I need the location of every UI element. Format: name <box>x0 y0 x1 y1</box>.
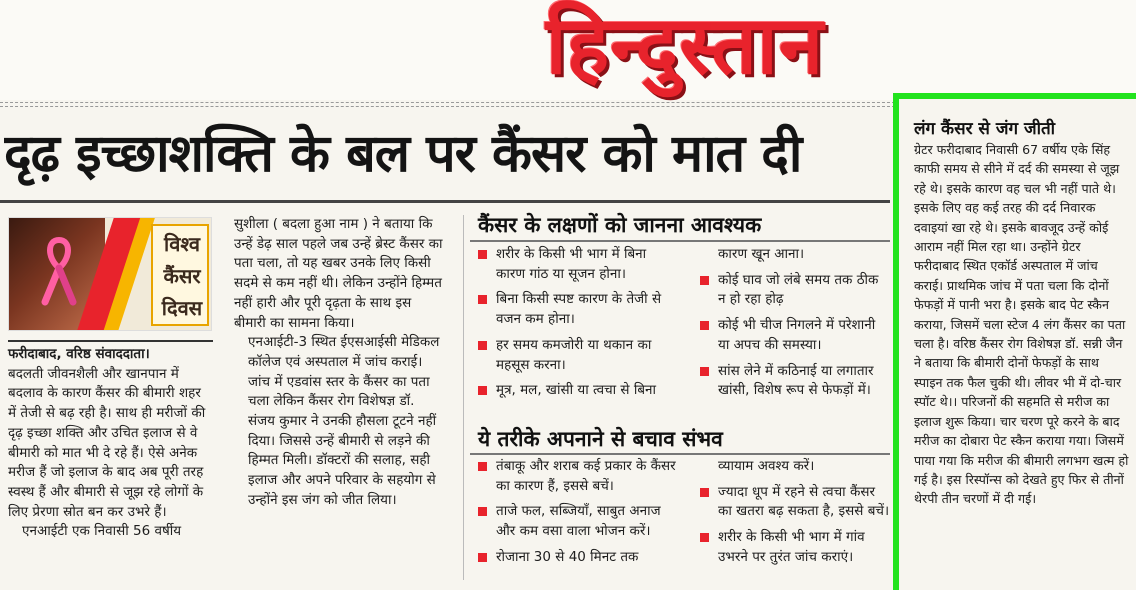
page-headline: दृढ़ इच्छाशक्ति के बल पर कैंसर को मात दी <box>4 124 802 184</box>
masthead <box>0 0 1136 100</box>
bullet-icon <box>478 386 487 395</box>
list-item: बिना किसी स्पष्ट कारण के तेजी से वजन कम होना। <box>478 290 678 329</box>
list-item-continued: कारण खून आना। <box>718 246 805 262</box>
list-item: कोई भी चीज निगलने में परेशानी या अपच की समस्या। <box>700 316 890 355</box>
article-paragraph: एनआईटी-3 स्थित ईएसआईसी मेडिकल कॉलेज एवं अस्पताल में जांच कराई। जांच में एडवांस स्तर के कैंसर का पता चला लेकिन कैंसर रोग विशेषज्ञ डॉ. संजय कुमार ने उनकी हौसला टूटने नहीं दिया। जिससे उन्हें बीमारी से लड़ने की हिम्मत मिली। डॉक्टरों की सलाह, सही इलाज और अपने परिवार के सहयोग से उन्होंने इस जंग को जीत लिया। <box>248 334 440 508</box>
list-item: हर समय कमजोरी या थकान का महसूस करना। <box>478 336 678 375</box>
symptoms-title: कैंसर के लक्षणों को जानना आवश्यक <box>478 213 762 237</box>
bullet-icon <box>700 276 709 285</box>
list-item: मूत्र, मल, खांसी या त्वचा से बिना <box>478 381 678 401</box>
bullet-icon <box>478 295 487 304</box>
bullet-icon <box>700 533 709 542</box>
bullet-icon <box>700 321 709 330</box>
bullet-icon <box>478 462 487 471</box>
headline-rule <box>0 200 890 203</box>
symptoms-list-a <box>478 245 678 407</box>
pink-ribbon-icon <box>39 236 79 306</box>
bullet-icon <box>478 341 487 350</box>
sidebar-title: लंग कैंसर से जंग जीती <box>914 119 1056 139</box>
sidebar-text: ग्रेटर फरीदाबाद निवासी 67 वर्षीय एके सिंह काफी समय से सीने में दर्द की समस्या से जूझ रहे थे। इसके कारण वह चल भी नहीं पाते थे। इसके लिए वह कई तरह की दर्द निवारक दवाइयां खा रहे थे। इसके बावजूद उन्हें कोई आराम नहीं मिल रहा था। उन्होंने ग्रेटर फरीदाबाद स्थित एकॉर्ड अस्पताल में जांच कराई। प्राथमिक जांच में पता चला कि दोनों फेफड़ों में पानी भरा है। इसके बाद पेट स्कैन कराया, जिसमें चला स्टेज 4 लंग कैंसर का पता चला है। वरिष्ठ कैंसर रोग विशेषज्ञ डॉ. सन्नी जैन ने बताया कि बीमारी दोनों फेफड़ों के साथ स्पाइन तक फैल चुकी थी। लीवर भी में दो-चार स्पॉट थे।। परिजनों की सहमति से मरीज का इलाज शुरू किया। चार चरण पूरे करने के बाद मरीज का दोबारा पेट स्कैन कराया गया। जिसमें पाया गया कि मरीज की बीमारी लगभग खत्म हो गई है। इस रिस्पॉन्स को देखते हुए फिर से तीनों थेरपी तीन चरणों में दी गई। <box>914 142 1129 507</box>
prevention-list-b <box>700 457 890 574</box>
section-rule <box>470 453 890 455</box>
bullet-icon <box>700 367 709 376</box>
list-item: शरीर के किसी भी भाग में बिना कारण गांठ या सूजन होना। <box>478 245 678 284</box>
byline: फरीदाबाद, वरिष्ठ संवाददाता। <box>8 346 150 362</box>
article-paragraph: बदलती जीवनशैली और खानपान में बदलाव के कारण कैंसर की बीमारी शहर में तेजी से बढ़ रही है। साथ ही मरीजों की दृढ़ इच्छा शक्ति और उचित इलाज से वे बीमारी को मात भी दे रहे हैं। ऐसे अनेक मरीज हैं जो इलाज के बाद अब पूरी तरह स्वस्थ हैं और बीमारी से जूझ रहे लोगों के लिए प्रेरणा स्रोत बन कर उभरे हैं। <box>8 365 206 520</box>
article-paragraph: एनआईटी एक निवासी 56 वर्षीय <box>22 523 182 540</box>
world-cancer-day-badge <box>8 217 212 331</box>
list-item: तंबाकू और शराब कई प्रकार के कैंसर का कारण हैं, इससे बचें। <box>478 457 678 496</box>
column-divider <box>463 215 464 580</box>
list-item: कोई घाव जो लंबे समय तक ठीक न हो रहा होढ़ <box>700 271 890 310</box>
section-rule <box>470 240 890 242</box>
symptoms-list-b <box>700 245 890 407</box>
column-rule <box>8 340 213 342</box>
masthead-rule <box>0 102 895 107</box>
list-item: सांस लेने में कठिनाई या लगातार खांसी, विशेष रूप से फेफड़ों में। <box>700 362 890 401</box>
article-column-1 <box>8 345 213 542</box>
list-item: ताजे फल, सब्जियाँ, साबुत अनाज और कम वसा वाला भोजन करें। <box>478 502 678 541</box>
bullet-icon <box>478 507 487 516</box>
newspaper-logo: हिन्दुस्तान <box>545 0 825 92</box>
list-item: शरीर के किसी भी भाग में गांव उभरने पर तुरंत जांच कराएं। <box>700 528 890 567</box>
prevention-list-a <box>478 457 678 574</box>
badge-label-box <box>151 224 209 326</box>
article-column-2 <box>234 215 444 511</box>
bullet-icon <box>478 250 487 259</box>
article-paragraph: सुशीला ( बदला हुआ नाम ) ने बताया कि उन्हें डेढ़ साल पहले जब उन्हें ब्रेस्ट कैंसर का पता चला, तो यह खबर उनके लिए किसी सदमे से कम नहीं थी। लेकिन उन्होंने हिम्मत नहीं हारी और पूरी दृढ़ता के साथ इस बीमारी का सामना किया। <box>234 216 443 331</box>
badge-line: कैंसर <box>163 264 201 288</box>
bullet-icon <box>700 488 709 497</box>
bullet-icon <box>478 553 487 562</box>
list-item-continued: व्यायाम अवश्य करें। <box>718 458 815 474</box>
badge-line: विश्व <box>164 232 200 256</box>
list-item: रोजाना 30 से 40 मिनट तक <box>478 548 678 568</box>
list-item: ज्यादा धूप में रहने से त्वचा कैंसर का खतरा बढ़ सकता है, इससे बचें। <box>700 483 890 522</box>
prevention-title: ये तरीके अपनाने से बचाव संभव <box>478 427 723 451</box>
badge-line: दिवस <box>161 296 203 320</box>
